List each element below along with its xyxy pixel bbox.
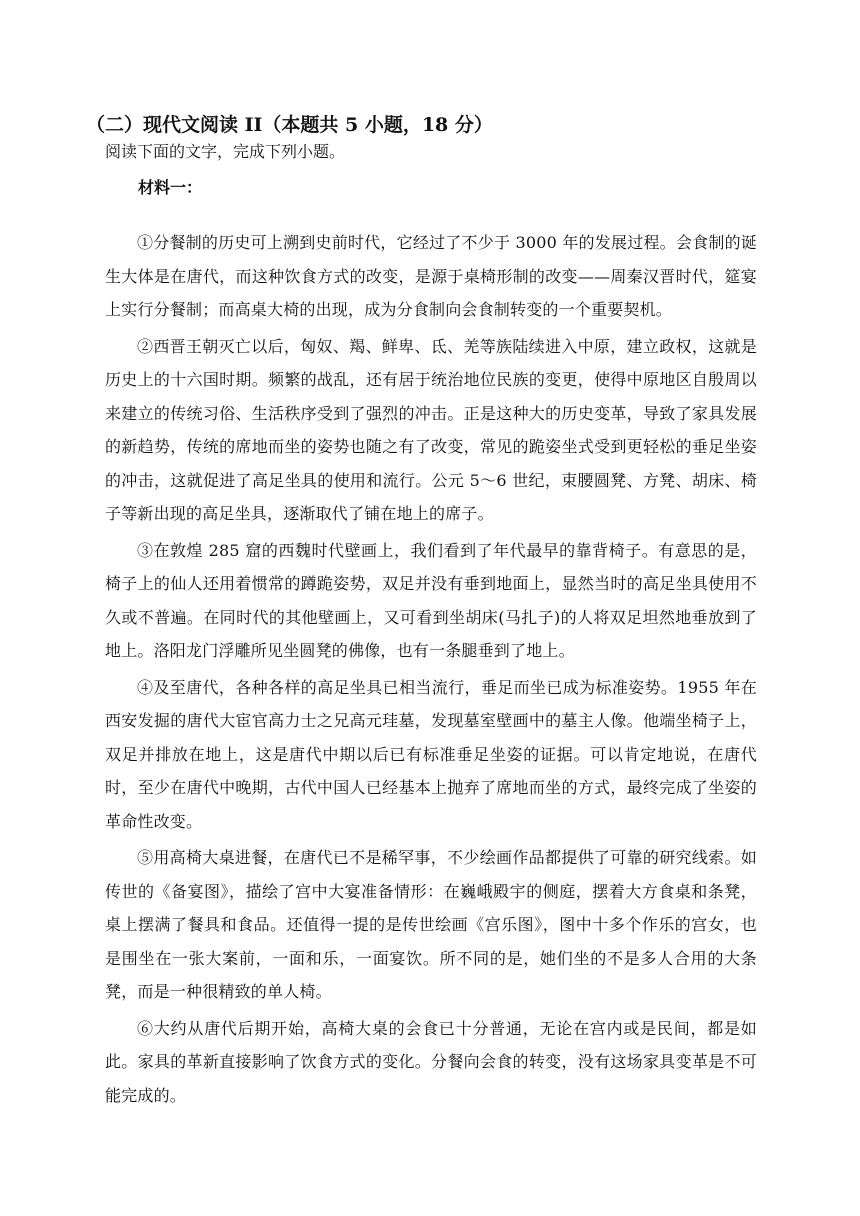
reading-instruction: 阅读下面的文字，完成下列小题。	[105, 142, 346, 161]
paragraph-5: ⑤用高椅大桌进餐，在唐代已不是稀罕事，不少绘画作品都提供了可靠的研究线索。如传世的《备宴图》，描绘了宫中大宴准备情形：在巍峨殿宇的侧庭，摆着大方食桌和条凳，桌上摆满了餐具和食品。还值得一提的是传世绘画《宫乐图》，图中十多个作乐的宫女，也是围坐在一张大案前，一面和乐，一面宴饮。所不同的是，她们坐的不是多人合用的大条凳，而是一种很精致的单人椅。	[105, 848, 757, 1001]
paragraph-6: ⑥大约从唐代后期开始，高椅大桌的会食已十分普通，无论在宫内或是民间，都是如此。家具的革新直接影响了饮食方式的变化。分餐向会食的转变，没有这场家具变革是不可能完成的。	[105, 1018, 757, 1105]
material-label: 材料一：	[138, 178, 203, 197]
paragraph-4: ④及至唐代，各种各样的高足坐具已相当流行，垂足而坐已成为标准姿势。1955 年在西安发掘的唐代大宦官高力士之兄高元珪墓，发现墓室壁画中的墓主人像。他端坐椅子上，双足并排放在地上，这是唐代中期以后已有标准垂足坐姿的证据。可以肯定地说，在唐代时，至少在唐代中晚期，古代中国人已经基本上抛弃了席地而坐的方式，最终完成了坐姿的革命性改变。	[105, 677, 757, 831]
section-heading: （二）现代文阅读 II（本题共 5 小题，18 分）	[86, 114, 493, 136]
paragraph-1: ①分餐制的历史可上溯到史前时代，它经过了不少于 3000 年的发展过程。会食制的诞生大体是在唐代，而这种饮食方式的改变，是源于桌椅形制的改变——周秦汉晋时代，筵宴上实行分餐制；而高桌大椅的出现，成为分食制向会食制转变的一个重要契机。	[105, 233, 757, 319]
paragraph-3: ③在敦煌 285 窟的西魏时代壁画上，我们看到了年代最早的靠背椅子。有意思的是，椅子上的仙人还用着惯常的蹲跪姿势，双足并没有垂到地面上，显然当时的高足坐具使用不久或不普遍。在同时代的其他壁画上，又可看到坐胡床(马扎子)的人将双足坦然地垂放到了地上。洛阳龙门浮雕所见坐圆凳的佛像，也有一条腿垂到了地上。	[105, 540, 757, 660]
material-body	[105, 226, 757, 1115]
paragraph-2: ②西晋王朝灭亡以后，匈奴、羯、鲜卑、氐、羌等族陆续进入中原，建立政权，这就是历史上的十六国时期。频繁的战乱，还有居于统治地位民族的变更，使得中原地区自殷周以来建立的传统习俗、生活秩序受到了强烈的冲击。正是这种大的历史变革，导致了家具发展的新趋势，传统的席地而坐的姿势也随之有了改变，常见的跪姿坐式受到更轻松的垂足坐姿的冲击，这就促进了高足坐具的使用和流行。公元 5～6 世纪，束腰圆凳、方凳、胡床、椅子等新出现的高足坐具，逐渐取代了铺在地上的席子。	[105, 336, 757, 523]
